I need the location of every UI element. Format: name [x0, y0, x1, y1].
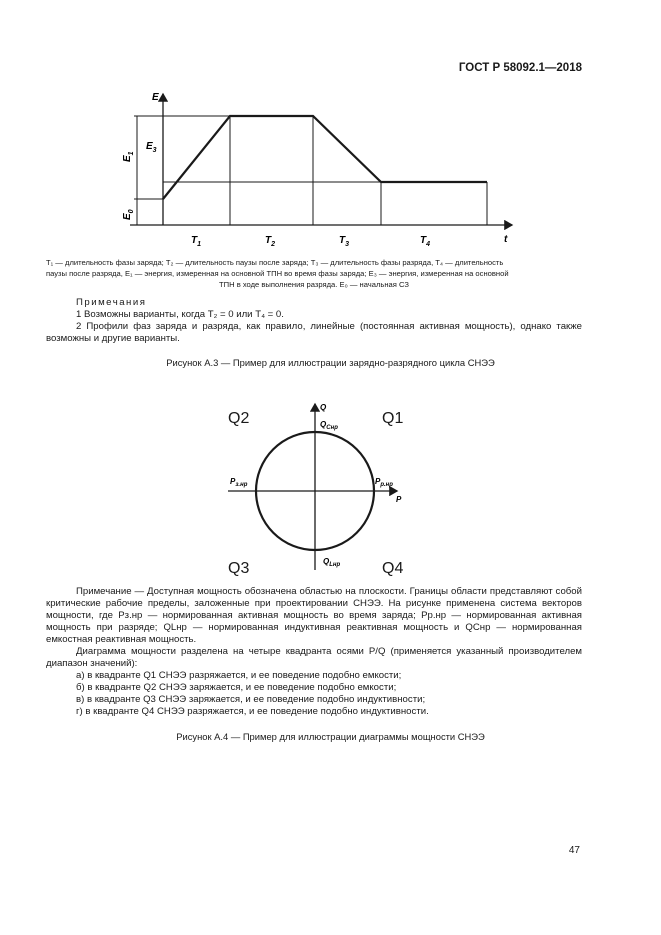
quadrant-q4-label: Q4	[382, 560, 404, 577]
figure-a4-caption: Рисунок А.4 — Пример для иллюстрации диаграммы мощности СНЭЭ	[176, 731, 485, 742]
note-1: 1 Возможны варианты, когда T₂ = 0 или T₄ = 0.	[76, 309, 284, 320]
p-charge-label: $P_{з.нр}$	[230, 477, 248, 488]
note-2: 2 Профили фаз заряда и разряда, как правило, линейные (постоянная активная мощность), однако также возможны и другие варианты.	[46, 321, 582, 344]
interval-t3: $T_3$	[339, 235, 350, 248]
energy-profile	[163, 116, 487, 199]
interval-t2: $T_2$	[265, 235, 276, 248]
interval-t4: $T_4$	[420, 235, 431, 248]
figure-a4-notes	[46, 586, 582, 718]
q-axis-label: Q	[320, 403, 327, 412]
p-discharge-label: $P_{р.нр}$	[375, 477, 393, 488]
document-header: ГОСТ Р 58092.1—2018	[458, 62, 582, 74]
quadrant-q2-label: Q2	[228, 410, 250, 427]
e1-label: $E_1$	[122, 151, 135, 162]
figure-a3-caption: Рисунок А.3 — Пример для иллюстрации зарядно-разрядного цикла СНЭЭ	[166, 357, 495, 368]
quadrant-q1-label: Q1	[382, 410, 404, 427]
legend-line-3: ТПН в ходе выполнения разряда. E₀ — начальная СЗ	[219, 280, 409, 289]
interval-t1: $T_1$	[191, 235, 202, 248]
axis-e-label: E	[152, 92, 159, 103]
diagram-paragraph: Диаграмма мощности разделена на четыре квадранта осями P/Q (применяется указанный производителем диапазон значений):	[46, 646, 582, 669]
axis-t-label: t	[504, 234, 508, 245]
energy-cycle-diagram	[100, 88, 520, 253]
e0-label: $E_0$	[122, 209, 135, 220]
e3-label: $E_3$	[146, 141, 157, 154]
list-item: б) в квадранте Q2 СНЭЭ заряжается, и ее поведение подобно емкости;	[76, 682, 397, 693]
list-item: а) в квадранте Q1 СНЭЭ разряжается, и ее поведение подобно емкости;	[76, 670, 402, 681]
figure-a3-legend	[46, 257, 582, 290]
note-paragraph: Примечание — Доступная мощность обозначена областью на плоскости. Границы области представляют собой критические рабочие пределы, заложенные при проектировании СНЭЭ. На рисунке применена система векторов мощности, где Pз.нр — нормированная активная мощность во время заряда; Pр.нр — нормированная активная мощность при разряде; QLнр — нормированная индуктивная реактивная мощность и QCнр — нормированная емкостная реактивная мощность.	[46, 586, 582, 645]
list-item: г) в квадранте Q4 СНЭЭ разряжается, и ее поведение подобно индуктивности.	[76, 706, 429, 717]
list-item: в) в квадранте Q3 СНЭЭ заряжается, и ее поведение подобно индуктивности;	[76, 694, 426, 705]
p-axis-label: P	[396, 495, 402, 504]
legend-line-2: паузы после разряда, E₁ — энергия, измеренная на основной ТПН во время фазы заряда; E₃ — энергия, измеренная на основной	[46, 269, 509, 278]
q-capacitive-label: $Q_{Cнр}$	[320, 420, 338, 431]
notes-title: Примечания	[76, 297, 147, 308]
figure-a3-notes	[46, 297, 582, 345]
q-inductive-label: $Q_{Lнр}$	[323, 557, 341, 568]
page-number: 47	[568, 845, 580, 856]
legend-line-1: T₁ — длительность фазы заряда; T₂ — длительность паузы после заряда; T₃ — длительность фазы разряда, T₄ — длительность	[46, 258, 504, 267]
quadrant-q3-label: Q3	[228, 560, 250, 577]
